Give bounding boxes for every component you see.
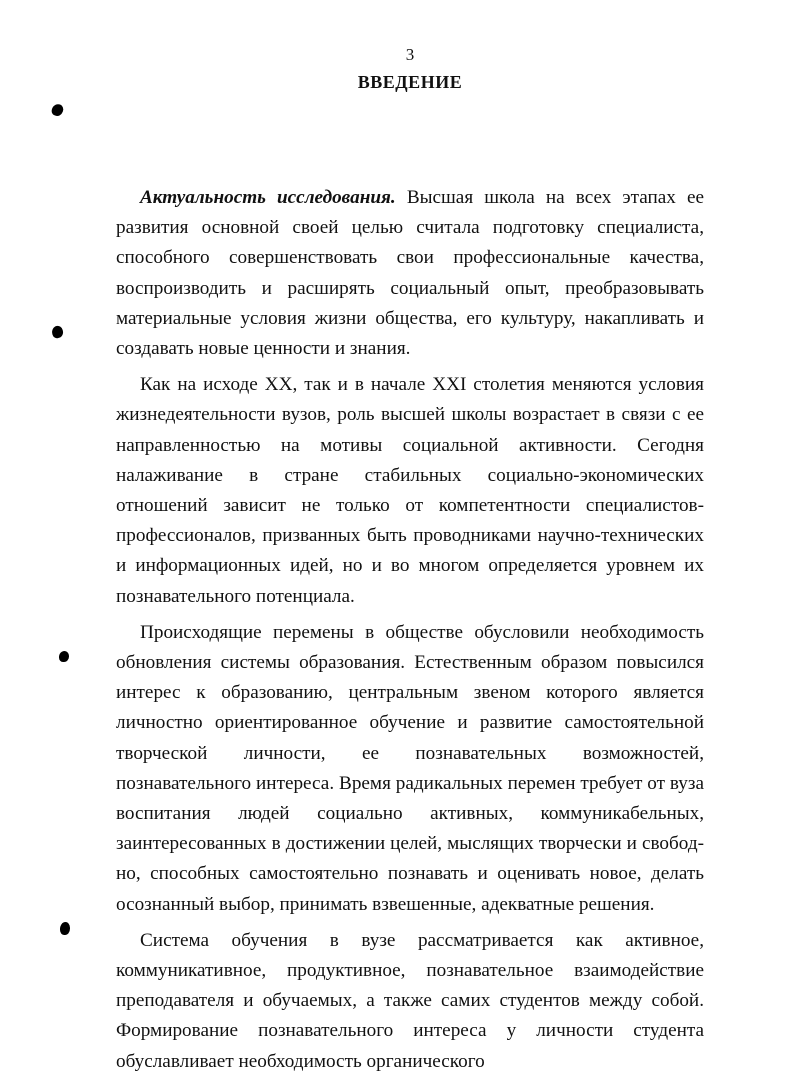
paragraph-lead-in: Актуальность исследования. — [140, 187, 396, 208]
ink-blot-mark — [59, 651, 69, 662]
page-title: ВВЕДЕНИЕ — [357, 72, 463, 92]
paragraph-text: Высшая школа на всех этапах ее развития основной своей целью считала подготовку специалиста, способного совершенствовать свои профессиональные качества, воспроизводить и расширять социальный опыт, преобразовывать материальные условия жизни общества, его культуру, накапливать и создавать новые ценности и знания. — [116, 187, 705, 360]
page-number: 3 — [405, 45, 415, 64]
ink-blot-mark — [60, 922, 70, 935]
body-text — [116, 183, 704, 1083]
paragraph — [116, 183, 704, 364]
ink-blot-mark — [51, 325, 65, 339]
paragraph: Система обучения в вузе рассматривается как активное, коммуникативное, продуктивное, познавательное взаимодействие преподавателя и обучаемых, а также самих студентов между собой. Формирование познавательного интереса у личности студента обуславливает необходимость органического — [116, 929, 704, 1072]
paragraph: Как на исходе XX, так и в начале XXI столетия меняются условия жизнедеятельности вузов, роль высшей школы возрастает в связи с ее направленностью на мотивы социальной активности. Сегодня налаживание в стране стабильных социально-экономических отношений зависит не только от компетентности специалистов-профессионалов, призванных быть проводниками научно-технических и информационных идей, но и во многом определяется уровнем их познавательного потенциала. — [116, 374, 704, 607]
paragraph: Происходящие перемены в обществе обусловили необходимость обновления системы образования. Естественным образом повысился интерес к образованию, центральным звеном которого является личностно ориентированное обучение и развитие самостоятельной творческой личности, ее познавательных возможностей, познавательного интереса. Время радикальных перемен требует от вуза воспитания людей социально активных, коммуникабельных, заинтересованных в достижении целей, мыслящих творчески и свободно, способных самостоятельно познавать и оценивать новое, делать осознанный выбор, принимать взвешенные, адекватные решения. — [116, 621, 704, 915]
ink-blot-mark — [50, 102, 64, 117]
